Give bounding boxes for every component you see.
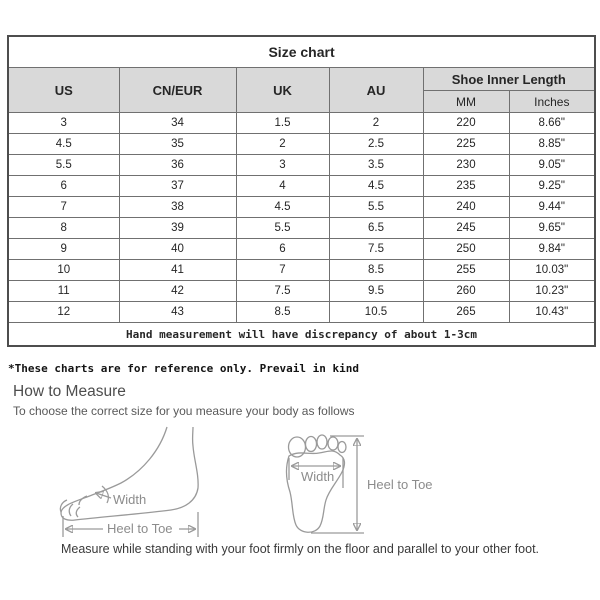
how-to-measure-heading: How to Measure: [13, 383, 126, 400]
col-header-us: US: [8, 68, 119, 113]
cell-mm: 235: [423, 176, 509, 197]
cell-au: 2.5: [329, 134, 423, 155]
table-row: [8, 302, 595, 323]
cell-au: 5.5: [329, 197, 423, 218]
cell-mm: 220: [423, 113, 509, 134]
col-header-uk: UK: [236, 68, 329, 113]
cell-inches: 10.43": [509, 302, 595, 323]
cell-us: 10: [8, 260, 119, 281]
cell-mm: 230: [423, 155, 509, 176]
cell-inches: 9.84": [509, 239, 595, 260]
cell-cn-eur: 35: [119, 134, 236, 155]
size-chart-table: [7, 35, 596, 347]
cell-us: 4.5: [8, 134, 119, 155]
table-row: [8, 134, 595, 155]
cell-us: 5.5: [8, 155, 119, 176]
cell-cn-eur: 34: [119, 113, 236, 134]
cell-au: 4.5: [329, 176, 423, 197]
cell-uk: 1.5: [236, 113, 329, 134]
cell-mm: 260: [423, 281, 509, 302]
cell-inches: 9.25": [509, 176, 595, 197]
cell-cn-eur: 41: [119, 260, 236, 281]
side-heel-to-toe-label: Heel to Toe: [107, 521, 173, 536]
cell-mm: 265: [423, 302, 509, 323]
table-footnote-row: [8, 323, 595, 347]
cell-cn-eur: 43: [119, 302, 236, 323]
footprint-width-label: Width: [301, 469, 335, 484]
col-header-mm: MM: [423, 91, 509, 113]
cell-cn-eur: 40: [119, 239, 236, 260]
table-row: [8, 218, 595, 239]
cell-inches: 9.65": [509, 218, 595, 239]
col-header-cn-eur: CN/EUR: [119, 68, 236, 113]
cell-mm: 250: [423, 239, 509, 260]
cell-inches: 8.85": [509, 134, 595, 155]
cell-au: 6.5: [329, 218, 423, 239]
cell-inches: 10.23": [509, 281, 595, 302]
cell-au: 8.5: [329, 260, 423, 281]
cell-mm: 245: [423, 218, 509, 239]
table-header-row: [8, 68, 595, 91]
cell-uk: 2: [236, 134, 329, 155]
cell-us: 11: [8, 281, 119, 302]
cell-inches: 9.05": [509, 155, 595, 176]
cell-mm: 240: [423, 197, 509, 218]
measurement-diagrams: [45, 424, 465, 546]
cell-au: 9.5: [329, 281, 423, 302]
cell-us: 7: [8, 197, 119, 218]
cell-cn-eur: 37: [119, 176, 236, 197]
cell-au: 7.5: [329, 239, 423, 260]
cell-uk: 3: [236, 155, 329, 176]
cell-uk: 8.5: [236, 302, 329, 323]
how-to-measure-intro: To choose the correct size for you measure your body as follows: [13, 404, 355, 418]
cell-uk: 4.5: [236, 197, 329, 218]
cell-uk: 7: [236, 260, 329, 281]
cell-cn-eur: 39: [119, 218, 236, 239]
table-row: [8, 281, 595, 302]
cell-us: 12: [8, 302, 119, 323]
table-row: [8, 239, 595, 260]
table-title-row: [8, 36, 595, 68]
cell-mm: 225: [423, 134, 509, 155]
col-header-au: AU: [329, 68, 423, 113]
cell-inches: 8.66": [509, 113, 595, 134]
table-row: [8, 155, 595, 176]
cell-us: 6: [8, 176, 119, 197]
cell-us: 9: [8, 239, 119, 260]
footprint-diagram: [286, 435, 432, 533]
table-title: Size chart: [8, 36, 595, 68]
measure-instruction-caption: Measure while standing with your foot firmly on the floor and parallel to your other foot.: [60, 542, 540, 556]
cell-inches: 10.03": [509, 260, 595, 281]
cell-uk: 6: [236, 239, 329, 260]
cell-cn-eur: 42: [119, 281, 236, 302]
cell-uk: 4: [236, 176, 329, 197]
cell-au: 10.5: [329, 302, 423, 323]
col-header-inches: Inches: [509, 91, 595, 113]
cell-au: 2: [329, 113, 423, 134]
footprint-heel-to-toe-label: Heel to Toe: [367, 477, 433, 492]
measurement-discrepancy-note: Hand measurement will have discrepancy of about 1-3cm: [8, 323, 595, 347]
cell-uk: 7.5: [236, 281, 329, 302]
foot-side-view-diagram: [60, 427, 198, 537]
reference-only-note: *These charts are for reference only. Prevail in kind: [8, 362, 359, 375]
cell-cn-eur: 36: [119, 155, 236, 176]
table-row: [8, 260, 595, 281]
cell-au: 3.5: [329, 155, 423, 176]
side-width-label: Width: [113, 492, 147, 507]
col-header-inner-length: Shoe Inner Length: [423, 68, 595, 91]
cell-us: 3: [8, 113, 119, 134]
cell-cn-eur: 38: [119, 197, 236, 218]
cell-us: 8: [8, 218, 119, 239]
table-row: [8, 113, 595, 134]
cell-inches: 9.44": [509, 197, 595, 218]
cell-mm: 255: [423, 260, 509, 281]
table-row: [8, 197, 595, 218]
cell-uk: 5.5: [236, 218, 329, 239]
table-row: [8, 176, 595, 197]
